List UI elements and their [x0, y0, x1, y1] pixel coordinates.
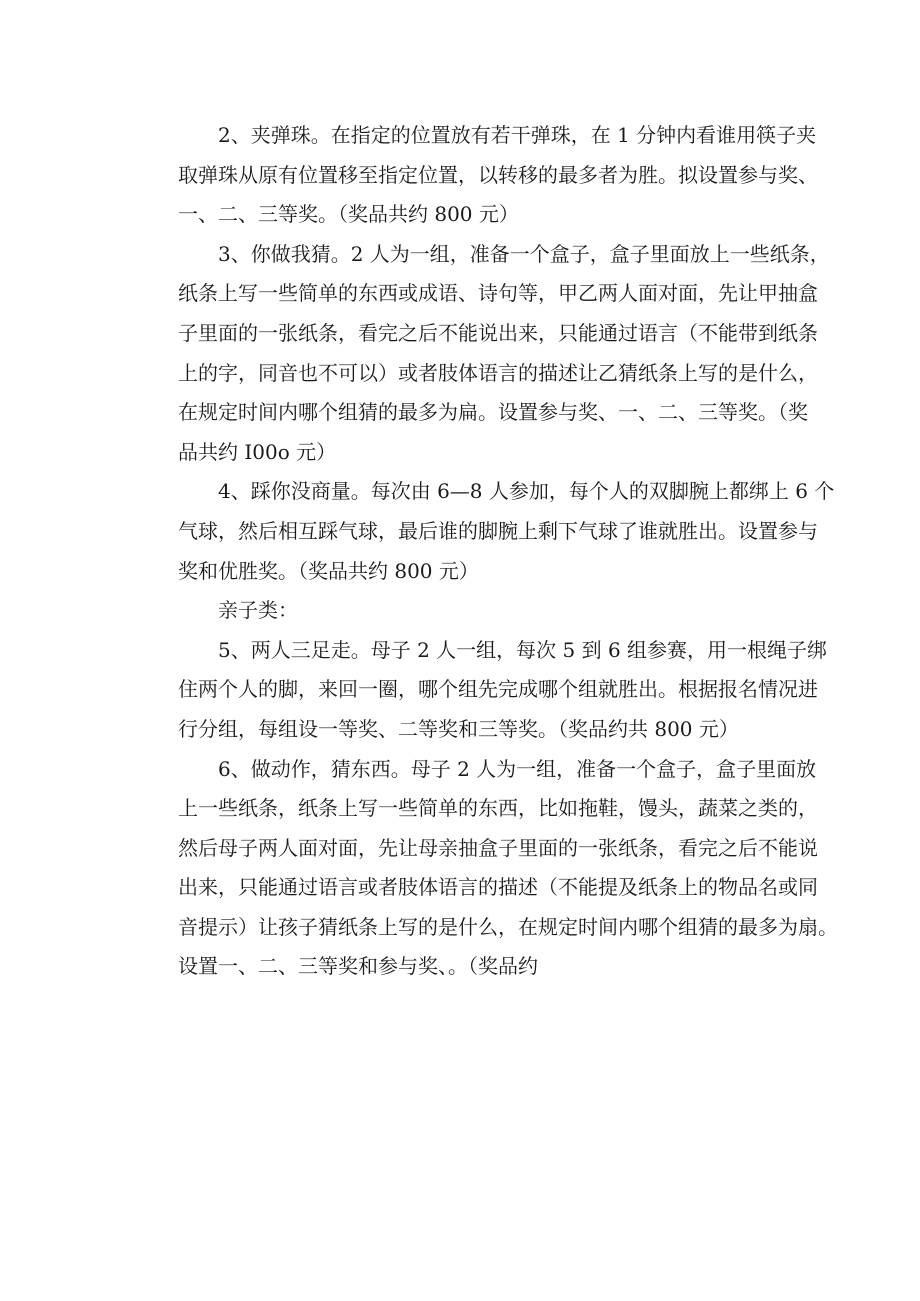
text-line: 奖和优胜奖。（奖品共约 800 元）: [178, 558, 479, 583]
paragraph-item-6-guess-objects: [138, 750, 838, 988]
text-line: 住两个人的脚，来回一圈，哪个组先完成哪个组就胜出。根据报名情况进: [178, 677, 818, 702]
text-line: 6、做动作，猜东西。母子 2 人为一组，准备一个盒子，盒子里面放: [218, 756, 817, 781]
text-line: 子里面的一张纸条，看完之后不能说出来，只能通过语言（不能带到纸条: [178, 320, 818, 345]
text-line: 出来，只能通过语言或者肢体语言的描述（不能提及纸条上的物品名或同: [178, 875, 818, 900]
text-line: 然后母子两人面对面，先让母亲抽盒子里面的一张纸条，看完之后不能说: [178, 835, 818, 860]
text-line: 一、二、三等奖。（奖品共约 800 元）: [178, 202, 519, 227]
text-line: 行分组，每组设一等奖、二等奖和三等奖。（奖品约共 800 元）: [178, 716, 739, 741]
text-line: 纸条上写一些简单的东西或成语、诗句等，甲乙两人面对面，先让甲抽盒: [178, 281, 818, 306]
text-line: 取弹珠从原有位置移至指定位置，以转移的最多者为胜。拟设置参与奖、: [178, 162, 818, 187]
paragraph-item-3-charades: [138, 235, 830, 473]
text-line: 2、夹弹珠。在指定的位置放有若干弹珠，在 1 分钟内看谁用筷子夹: [218, 123, 817, 147]
text-line: 4、踩你没商量。每次由 6—8 人参加，每个人的双脚腕上都绑上 6 个: [218, 479, 835, 504]
paragraph-item-2-marbles: [138, 116, 818, 235]
text-line: 5、两人三足走。母子 2 人一组，每次 5 到 6 组参赛，用一根绳子绑: [218, 637, 828, 662]
text-line: 音提示）让孩子猜纸条上写的是什么，在规定时间内哪个组猜的最多为扇。: [178, 914, 838, 939]
text-line: 设置一、二、三等奖和参与奖、。（奖品约: [178, 954, 538, 979]
paragraph-item-4-balloons: [138, 472, 835, 591]
text-line: 3、你做我猜。2 人为一组，准备一个盒子，盒子里面放上一些纸条，: [218, 241, 830, 266]
text-line: 上的字，同音也不可以）或者肢体语言的描述让乙猜纸条上写的是什么，: [178, 360, 818, 385]
text-line: 亲子类：: [218, 598, 298, 623]
document-body: [138, 116, 838, 987]
text-line: 上一些纸条，纸条上写一些简单的东西，比如拖鞋，馒头，蔬菜之类的，: [178, 796, 818, 821]
text-line: 气球，然后相互踩气球，最后谁的脚腕上剩下气球了谁就胜出。设置参与: [178, 518, 818, 543]
paragraph-item-5-three-legged: [138, 631, 828, 750]
text-line: 在规定时间内哪个组猜的最多为扁。设置参与奖、一、二、三等奖。（奖: [178, 400, 808, 425]
section-heading-parent-child: [138, 591, 798, 631]
text-line: 品共约 I00o 元）: [178, 439, 337, 464]
